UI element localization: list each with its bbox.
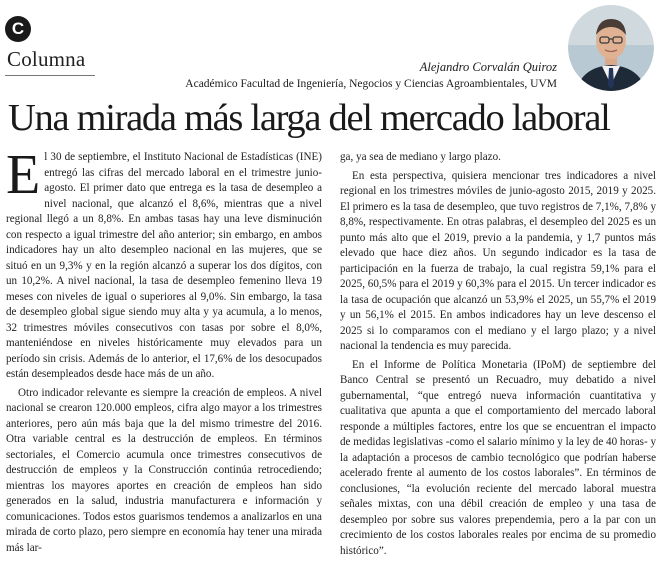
paragraph: El 30 de septiembre, el Instituto Nacional de Estadísticas (INE) entregó las cifras del mercado laboral en el trimestre junio-agosto. El primer dato que entrega es la tasa de desempleo a nivel nacional, que alcanzó el 8,6%, mientras que a nivel regional llegó a un 8,8%. En ambas tasas hay una leve disminución con respecto a igual trimestre del año anterior; sin embargo, en ambos indicadores hay un alto desempleo nacional en las mujeres, que se situó en un 9,3% y en la región alcanzó a superar los dos dígitos, con un 10,2%. A nivel nacional, la tasa de desempleo femenino lleva 19 meses con niveles de igual o superiores al 9,0%. Sin embargo, la tasa de desempleo global sigue siendo muy alta y ya acumula, a lo menos, 32 trimestres móviles consecutivos con tasas por sobre el 8,0%, manteniéndose en niveles históricamente muy elevados para un período sin crisis. Además de lo anterior, el 17,6% de los desocupados están desempleados desde hace más de un año. xyxy=(6,144,322,380)
body-column-left xyxy=(6,144,322,559)
section-divider xyxy=(5,75,95,76)
paragraph: ga, ya sea de mediano y largo plazo. xyxy=(340,151,501,163)
paragraph: En esta perspectiva, quisiera mencionar tres indicadores a nivel regional en los trimestres móviles de junio-agosto 2015, 2019 y 2025. El primero es la tasa de desempleo, que tuvo registros de 7,1%, 7,8% y 8,8%, respectivamente. En otras palabras, el desempleo del 2025 es un punto más alto que el 2019, previo a la pandemia, y 1,7 puntos más elevado que hace diez años. Un segundo indicador es la tasa de participación en la fuerza de trabajo, la cual registra 59,1% para el 2025, 60,5% para el 2019 y 60,3% para el 2015. Un tercer indicador es la tasa de ocupación que alcanzó un 53,9% el 2025, un 55,7% el 2019 y un 56,1% el 2015. En ambos indicadores hay un leve descenso el 2025 si lo comparamos con el mediano y el largo plazo; y a nivel nacional la tendencia es muy parecida. xyxy=(340,169,656,352)
paragraph: Otro indicador relevante es siempre la creación de empleos. A nivel nacional se crearon 120.000 empleos, cifra algo mayor a los trimestres anteriores, pero aún más baja que la del mismo trimestre del 2016. Otra variable central es la destrucción de empleos. En términos sectoriales, el Comercio acumula once trimestres consecutivos de destrucción de empleos y la Construcción continúa retrocediendo; mientras los mayores aportes en creación de empleos han sido generados en la salud, industria manufacturera e información y comunicaciones. Todos estos guarismos tendemos a analizarlos en una mirada de corto plazo, pero siempre en economía hay tener una mirada más lar- xyxy=(6,386,322,554)
headline: Una mirada más larga del mercado laboral xyxy=(8,97,610,139)
section-label: Columna xyxy=(7,47,86,71)
author-portrait-icon xyxy=(568,5,654,91)
author-name: Alejandro Corvalán Quiroz xyxy=(419,60,557,74)
drop-cap: E xyxy=(6,144,41,206)
section-badge: C xyxy=(5,16,31,42)
paragraph: En el Informe de Política Monetaria (IPoM) de septiembre del Banco Central se presentó un Recuadro, muy debatido a nivel gubernamental, “que entregó nueva información cuantitativa y cualitativa que apunta a que el comportamiento del mercado laboral responde a múltiples factores, entre los que se encuentran el impacto de medidas legislativas -como el salario mínimo y la ley de 40 horas- y la adaptación a procesos de cambio tecnológico que podrían haberse acelerado frente al aumento de los costos laborales”. En términos de conclusiones, “la evolución reciente del mercado laboral muestra señales mixtas, con una débil creación de empleo y una tasa de desempleo por sobre sus valores prependemia, pero a la par con un crecimiento de los costos laborales reales por encima de su promedio histórico”. xyxy=(340,358,656,557)
author-title: Académico Facultad de Ingeniería, Negocios y Ciencias Agroambientales, UVM xyxy=(185,78,557,90)
body-column-right xyxy=(340,150,656,562)
portrait-graphic xyxy=(568,5,654,91)
